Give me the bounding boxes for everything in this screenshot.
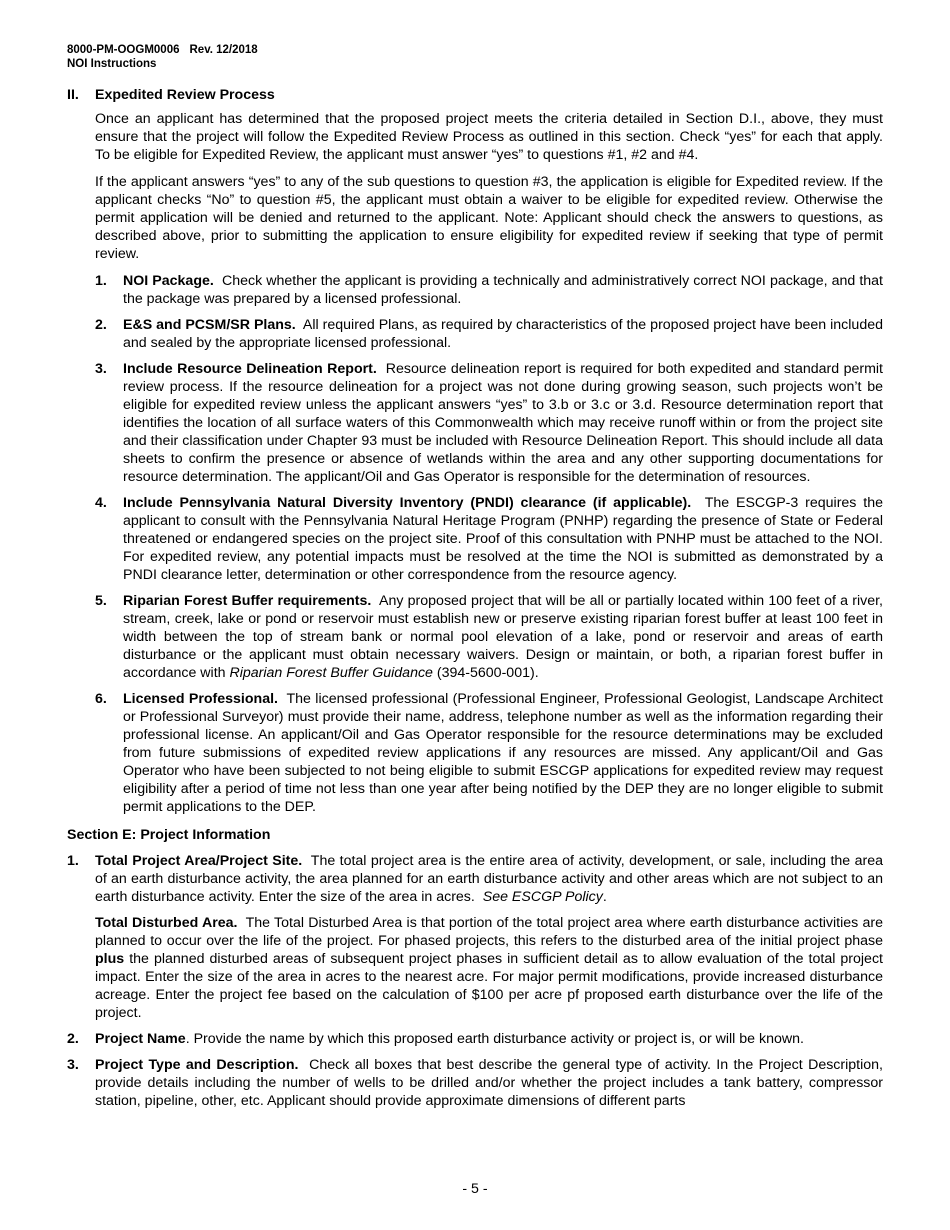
header-id-line <box>67 43 258 57</box>
item-number: 2. <box>95 317 107 333</box>
item-number: 4. <box>95 495 107 511</box>
disturbed-area-text-2: the planned disturbed areas of subsequent project phases in sufficient detail as to allow evaluation of the total project impact. Enter the size of the area in acres to the nearest acre. For major permit modifications, provide increased disturbance acreage. Enter the project fee based on the calculation of $100 per acre pf proposed earth disturbance over the life of the project. <box>95 951 883 1021</box>
section-ii-paragraph-1: Once an applicant has determined that the proposed project meets the criteria detailed in Section D.I., above, they must ensure that the project will follow the Expedited Review Process as outlined in this section. Check “yes” for each that apply. To be eligible for Expedited Review, the applicant must answer “yes” to questions #1, #2 and #4. <box>95 111 883 163</box>
section-ii-heading <box>67 86 883 104</box>
document-header <box>67 43 258 71</box>
item-number: 5. <box>95 593 107 609</box>
project-information-list-continued <box>67 1030 883 1110</box>
section-ii-title: Expedited Review Process <box>95 87 275 103</box>
list-item <box>67 494 883 584</box>
item-title: Project Name <box>95 1031 186 1047</box>
total-disturbed-area-paragraph <box>95 914 883 1022</box>
item-text: Check whether the applicant is providing a technically and administratively correct NOI package, and that the package was prepared by a licensed professional. <box>123 273 883 307</box>
item-text: Resource delineation report is required for both expedited and standard permit review process. If the resource delineation for a project was not done during growing season, such projects won’t be eligible for expedited review unless the applicant answers “yes” to 3.b or 3.c or 3.d. Resource determination report that identifies the location of all surface waters of this Commonwealth which may receive runoff within or from the project site and their classification under Chapter 93 must be included with Resource Delineation Report. This should include all data sheets to confirm the presence or absence of wetlands within the area and any other supporting documentations for resource determination. The applicant/Oil and Gas Operator is responsible for the determination of resources. <box>123 361 883 485</box>
section-e-heading: Section E: Project Information <box>67 827 271 843</box>
list-item <box>67 1030 883 1048</box>
list-item <box>67 316 883 352</box>
item-title: Project Type and Description. <box>95 1057 299 1073</box>
policy-reference: See ESCGP Policy <box>482 889 603 905</box>
item-text: The ESCGP-3 requires the applicant to consult with the Pennsylvania Natural Heritage Program (PNHP) regarding the presence of State or Federal threatened or endangered species on the project site. Proof of this consultation with PNHP must be attached to the NOI. For expedited review, any potential impacts must be resolved at the time the NOI is submitted as demonstrated by a PNDI clearance letter, determination or other correspondence from the resource agency. <box>123 495 883 583</box>
item-number: 3. <box>67 1057 79 1073</box>
disturbed-area-emphasis: plus <box>95 951 125 967</box>
item-title: Riparian Forest Buffer requirements. <box>123 593 372 609</box>
list-item <box>67 592 883 682</box>
disturbed-area-text-1: The Total Disturbed Area is that portion of the total project area where earth disturbance activities are planned to occur over the life of the project. For phased projects, this refers to the disturbed area of the initial project phase <box>95 915 883 949</box>
item-text: Any proposed project that will be all or partially located within 100 feet of a river, stream, creek, lake or pond or reservoir must establish new or preserve existing riparian forest buffer at least 100 feet in width between the top of stream bank or normal pool elevation of a lake, pond or reservoir and areas of earth disturbance or the applicant must obtain necessary waivers. Design or maintain, or both, a riparian forest buffer in accordance with <box>123 593 883 681</box>
item-text: All required Plans, as required by characteristics of the proposed project have been included and sealed by the appropriate licensed professional. <box>123 317 883 351</box>
item-title: E&S and PCSM/SR Plans. <box>123 317 296 333</box>
item-number: 1. <box>67 853 79 869</box>
item-number: 3. <box>95 361 107 377</box>
item-number: 1. <box>95 273 107 289</box>
doc-id: 8000-PM-OOGM0006 <box>67 44 180 56</box>
doc-title: NOI Instructions <box>67 58 157 70</box>
list-item <box>67 852 883 906</box>
item-text-tail: . <box>602 889 607 905</box>
list-item <box>67 690 883 816</box>
item-title: NOI Package. <box>123 273 214 289</box>
doc-revision: Rev. 12/2018 <box>189 44 258 56</box>
section-ii-number: II. <box>67 87 79 103</box>
item-number: 2. <box>67 1031 79 1047</box>
item-title: Total Project Area/Project Site. <box>95 853 303 869</box>
item-title: Include Pennsylvania Natural Diversity Inventory (PNDI) clearance (if applicable). <box>123 495 692 511</box>
item-title: Licensed Professional. <box>123 691 278 707</box>
item-text: The total project area is the entire area of activity, development, or sale, including the area of an earth disturbance activity, the area planned for an earth disturbance activity and other areas which are not subject to an earth disturbance activity. Enter the size of the area in acres. <box>95 853 884 905</box>
page-number: - 5 - <box>462 1181 488 1197</box>
item-text: The licensed professional (Professional Engineer, Professional Geologist, Landscape Architect or Professional Surveyor) must provide their name, address, telephone number as well as the information regarding their professional license. An applicant/Oil and Gas Operator responsible for the resource determinations may be excluded from future submissions of expedited review applications if any resources are missed. Any applicant/Oil and Gas Operator who have been subjected to not being eligible to submit ESCGP applications for expedited review may request eligibility after a period of time not less than one year after being notified by the DEP they are no longer eligible to submit permit applications to the DEP. <box>123 691 883 815</box>
expedited-review-list <box>67 272 883 816</box>
list-item <box>67 272 883 308</box>
item-text: Check all boxes that best describe the general type of activity. In the Project Description, provide details including the number of wells to be drilled and/or whether the project includes a tank battery, compressor station, pipeline, other, etc. Applicant should provide approximate dimensions of different parts <box>95 1057 883 1109</box>
list-item <box>67 1056 883 1110</box>
disturbed-area-title: Total Disturbed Area. <box>95 915 238 931</box>
guidance-title: Riparian Forest Buffer Guidance <box>229 665 433 681</box>
list-item <box>67 360 883 486</box>
item-number: 6. <box>95 691 107 707</box>
item-text-tail: (394-5600-001). <box>432 665 539 681</box>
section-ii-paragraph-2: If the applicant answers “yes” to any of the sub questions to question #3, the application is eligible for Expedited review. If the applicant checks “No” to question #5, the applicant must obtain a waiver to be eligible for expedited review. Otherwise the permit application will be denied and returned to the applicant. Note: Applicant should check the answers to questions, as described above, prior to submitting the application to ensure eligibility for expedited review if seeking that type of permit review. <box>95 174 883 262</box>
item-title: Include Resource Delineation Report. <box>123 361 377 377</box>
page-body <box>67 86 883 1118</box>
project-information-list <box>67 852 883 906</box>
item-text: . Provide the name by which this proposed earth disturbance activity or project is, or will be known. <box>185 1031 804 1047</box>
